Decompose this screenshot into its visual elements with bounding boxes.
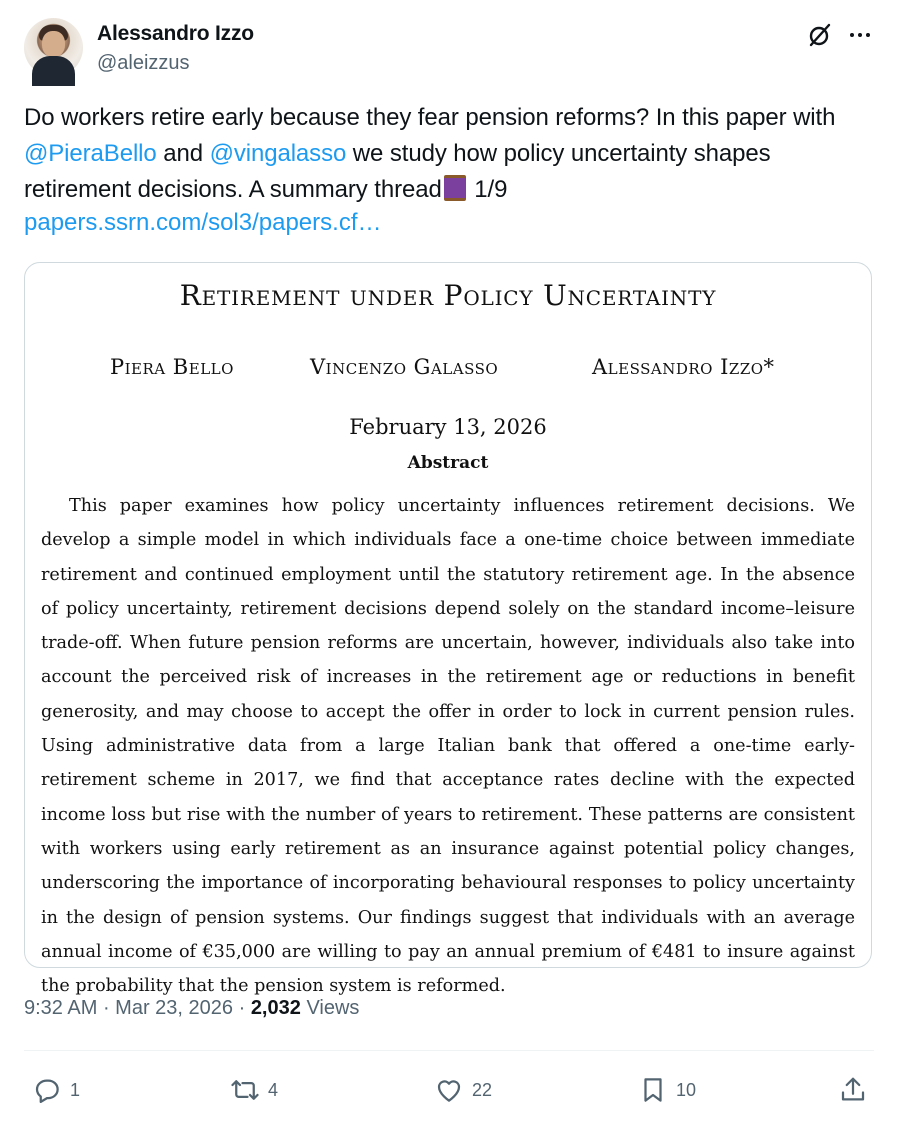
share-icon — [838, 1075, 868, 1105]
thread-counter: 1/9 — [467, 176, 508, 203]
share-button[interactable] — [838, 1068, 876, 1112]
repost-button[interactable] — [230, 1068, 278, 1112]
abstract-heading: Abstract — [407, 453, 489, 473]
views-count: 2,032 — [250, 997, 301, 1019]
reply-count: 1 — [70, 1079, 81, 1100]
tweet-text-part: and — [156, 140, 210, 167]
paper-date: February 13, 2026 — [349, 415, 547, 439]
like-icon — [434, 1075, 464, 1105]
reply-button[interactable] — [32, 1068, 80, 1112]
tweet-header — [24, 18, 874, 78]
more-icon[interactable] — [846, 21, 874, 49]
reply-icon — [32, 1075, 62, 1105]
thread-spool-emoji — [444, 175, 466, 201]
tweet-text-part: Do workers retire early because they fear pension reforms? In this paper with — [24, 104, 836, 131]
divider — [24, 1050, 874, 1051]
paper-author: Piera Bello — [110, 355, 234, 379]
paper-link[interactable]: papers.ssrn.com/sol3/papers.cf… — [24, 209, 382, 236]
mention-vingalasso[interactable]: @vingalasso — [209, 140, 347, 167]
meta-separator: · — [233, 997, 251, 1019]
tweet-text-part: we study how policy uncertainty shapes retirement decisions. A summary thread — [24, 140, 771, 203]
paper-title: Retirement under Policy Uncertainty — [179, 279, 717, 312]
repost-count: 4 — [268, 1079, 279, 1100]
bookmark-icon — [638, 1075, 668, 1105]
paper-author: Alessandro Izzo* — [592, 355, 775, 379]
like-count: 22 — [472, 1079, 493, 1100]
tweet-text — [24, 100, 874, 208]
paper-abstract-image — [25, 263, 871, 997]
repost-icon — [230, 1075, 260, 1105]
grok-icon[interactable] — [806, 21, 834, 49]
bookmark-button[interactable] — [638, 1068, 696, 1112]
views-label: Views — [306, 997, 360, 1019]
abstract-text: This paper examines how policy uncertainty influences retirement decisions. We develop a simple model in which individuals face a one-time choice between immediate retirement and continued employment until the statutory retirement age. In the absence of policy uncertainty, retirement decisions depend solely on the standard income–leisure trade-off. When future pension reforms are uncertain, however, individuals also take into account the perceived risk of increases in the retirement age or reductions in benefit generosity, and may choose to accept the offer in order to lock in current pension rules. Using administrative data from a large Italian bank that offered a one-time early-retirement scheme in 2017, we find that acceptance rates decline with the expected income loss but rise with the number of years to retirement. These patterns are consistent with workers using early retirement as an insurance against potential policy changes, underscoring the importance of incorporating behavioural responses to policy uncertainty in the design of pension systems. Our findings suggest that individuals with an average annual income of €35,000 are willing to pay an annual premium of €481 to insure against the probability that the pension system is reformed. — [41, 496, 855, 997]
media-image[interactable] — [24, 262, 872, 997]
mention-piera-bello[interactable]: @PieraBello — [24, 140, 157, 167]
avatar[interactable] — [24, 18, 83, 77]
tweet-meta — [24, 997, 359, 1020]
tweet-time[interactable]: 9:32 AM — [24, 997, 98, 1019]
paper-authors — [25, 355, 871, 385]
like-button[interactable] — [434, 1068, 492, 1112]
tweet-date[interactable]: Mar 23, 2026 — [115, 997, 234, 1019]
author-name[interactable]: Alessandro Izzo — [97, 22, 254, 45]
meta-separator: · — [97, 997, 116, 1019]
paper-author: Vincenzo Galasso — [310, 355, 499, 379]
action-bar — [0, 1068, 898, 1112]
author-handle[interactable]: @aleizzus — [97, 52, 190, 74]
bookmark-count: 10 — [676, 1079, 697, 1100]
